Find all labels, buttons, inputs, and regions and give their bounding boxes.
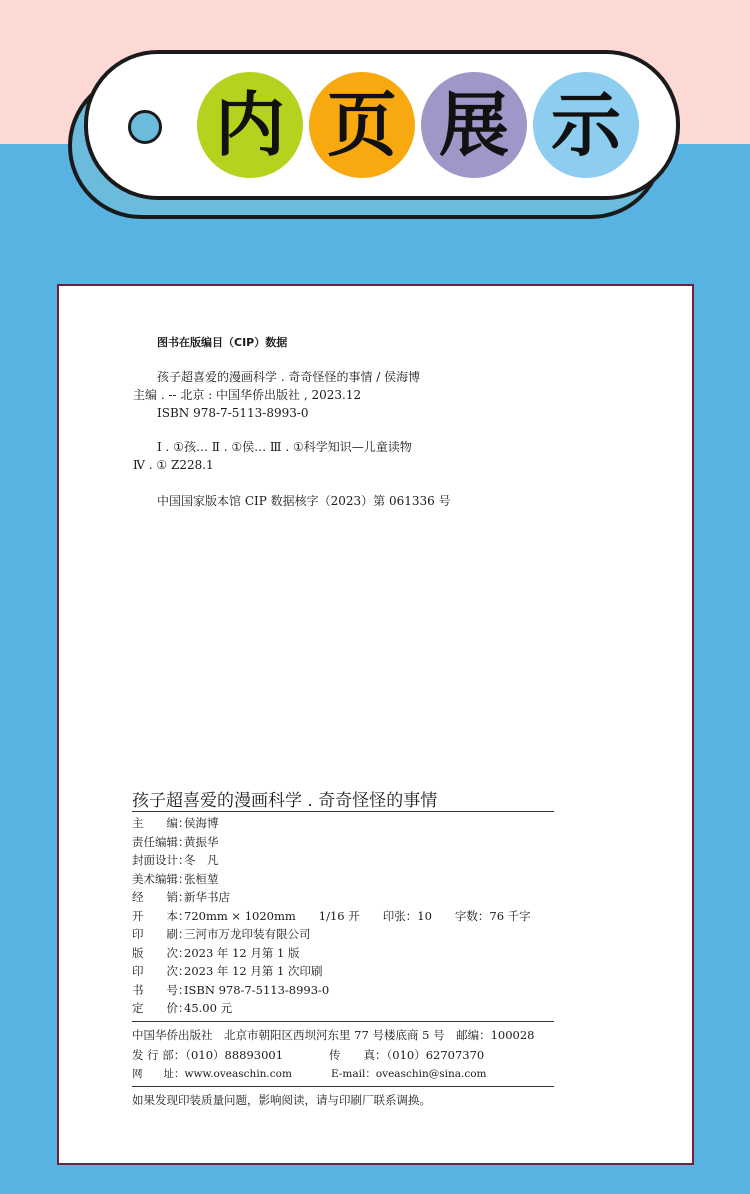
info-row [132, 925, 311, 943]
website: 网 址：www.oveaschin.com [132, 1068, 292, 1080]
info-row [132, 981, 329, 999]
banner-dot-icon [128, 110, 162, 144]
info-row [132, 833, 219, 851]
banner-char-2: 页 [309, 72, 415, 178]
info-value: 黄振华 [184, 834, 219, 849]
info-value: 2023 年 12 月第 1 次印刷 [184, 964, 323, 978]
divider [132, 1086, 554, 1087]
cip-line: ISBN 978-7-5113-8993-0 [157, 406, 309, 420]
info-label: 书 号： [132, 982, 190, 997]
banner-char-4: 示 [533, 72, 639, 178]
info-label: 开 本： [132, 908, 190, 923]
info-label: 主 编： [132, 816, 190, 830]
info-value: 张桓堃 [184, 871, 219, 886]
info-row [132, 907, 531, 925]
info-label: 经 销： [132, 890, 190, 904]
divider [132, 1021, 554, 1022]
info-value: 新华书店 [184, 890, 230, 904]
info-label: 印 次： [132, 964, 190, 978]
copyright-page [57, 284, 694, 1165]
info-value: ISBN 978-7-5113-8993-0 [184, 982, 330, 997]
info-value: 45.00 元 [184, 1001, 233, 1015]
info-label: 责任编辑： [132, 834, 190, 849]
info-value: 2023 年 12 月第 1 版 [184, 945, 300, 960]
info-label: 美术编辑： [132, 871, 190, 886]
info-row [132, 888, 230, 906]
info-value: 侯海博 [184, 816, 219, 830]
info-row [132, 944, 300, 962]
info-value: 冬 凡 [184, 853, 219, 867]
info-label: 定 价： [132, 1001, 190, 1015]
fax-number: 传 真：（010）62707370 [329, 1048, 485, 1062]
distribution-phone: 发 行 部：（010）88893001 [132, 1048, 284, 1062]
print-quality-notice: 如果发现印装质量问题，影响阅读，请与印刷厂联系调换。 [132, 1093, 431, 1107]
cip-line: 主编 . -- 北京 : 中国华侨出版社 , 2023.12 [133, 388, 362, 402]
info-label: 封面设计： [132, 853, 190, 867]
publisher-address: 中国华侨出版社 北京市朝阳区西坝河东里 77 号楼底商 5 号 邮编：100028 [132, 1028, 535, 1042]
cip-heading: 图书在版编目（CIP）数据 [157, 336, 288, 349]
info-row [132, 999, 232, 1017]
book-title: 孩子超喜爱的漫画科学 . 奇奇怪怪的事情 [132, 791, 438, 811]
cip-line: Ⅰ . ①孩… Ⅱ . ①侯… Ⅲ . ①科学知识—儿童读物 [157, 440, 412, 454]
divider [132, 811, 554, 812]
info-label: 印 刷： [132, 927, 190, 941]
cip-line: 孩子超喜爱的漫画科学 . 奇奇怪怪的事情 / 侯海博 [157, 370, 421, 384]
info-row [132, 851, 219, 869]
info-row [132, 870, 219, 888]
cip-line: Ⅳ . ① Z228.1 [133, 458, 214, 472]
info-label: 版 次： [132, 945, 190, 960]
cip-line: 中国国家版本馆 CIP 数据核字（2023）第 061336 号 [157, 494, 451, 508]
banner-char-1: 内 [197, 72, 303, 178]
info-row [132, 962, 323, 980]
email: E-mail：oveaschin@sina.com [331, 1068, 487, 1080]
banner-char-3: 展 [421, 72, 527, 178]
info-row [132, 814, 219, 832]
info-value: 三河市万龙印装有限公司 [184, 927, 311, 941]
info-value: 720mm × 1020mm 1/16 开 印张：10 字数：76 千字 [184, 908, 531, 923]
